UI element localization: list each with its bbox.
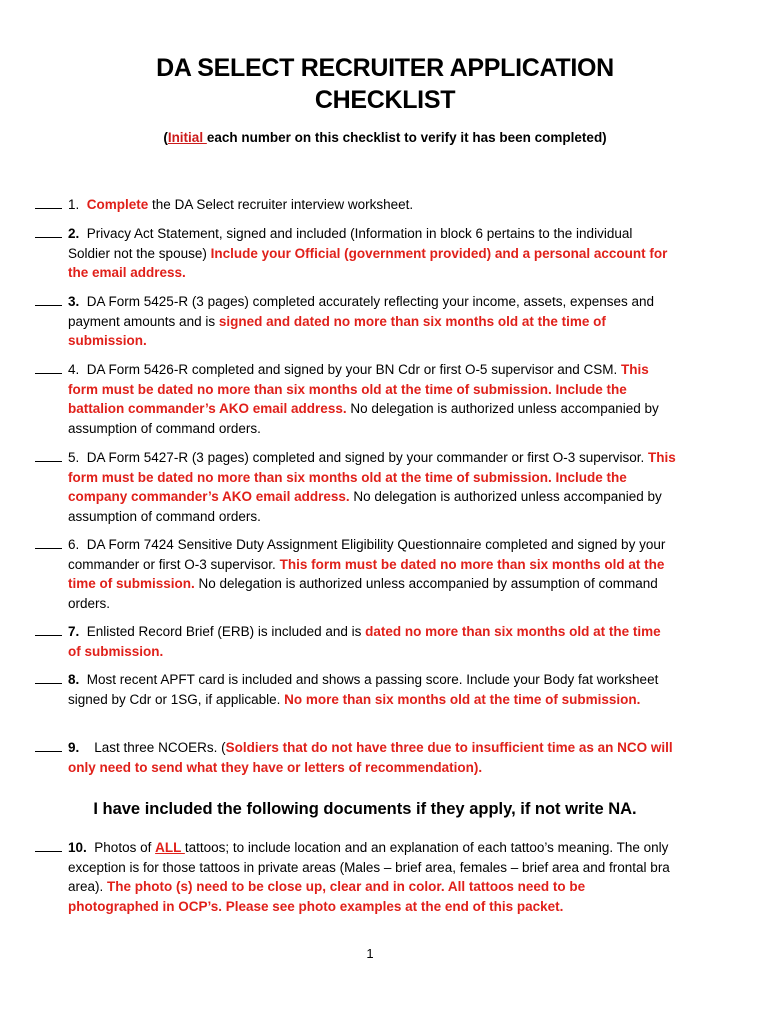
checklist-item-10	[68, 838, 676, 916]
item-number: 8.	[68, 672, 80, 687]
item-text-middle: tattoos; to include location and an explanation of each tattoo’s meaning. The only exception is for those tattoos in private areas (Males – brief area, females – brief area and frontal bra area).	[68, 840, 670, 894]
item-text-highlight: Soldiers that do not have three due to insufficient time as an NCO will only need to send what they have or letters of recommendation).	[68, 740, 673, 775]
item-number: 10.	[68, 840, 87, 855]
item-text-tail: No delegation is authorized unless accompanied by assumption of command orders.	[68, 489, 662, 524]
item-number: 1.	[68, 197, 80, 212]
checklist-item-7	[68, 622, 676, 661]
item-number: 2.	[68, 226, 80, 241]
item-text: Privacy Act Statement, signed and included (Information in block 6 pertains to the individual Soldier not the spouse)	[68, 226, 633, 261]
subtitle	[0, 129, 770, 147]
initial-blank[interactable]	[35, 851, 62, 852]
item-text: the DA Select recruiter interview worksheet.	[148, 197, 414, 212]
item-text: DA Form 5427-R (3 pages) completed and signed by your commander or first O-3 supervisor.	[86, 450, 649, 465]
checklist-item-9	[68, 738, 676, 777]
item-text-emphasis: ALL	[155, 840, 185, 855]
checklist-item-6	[68, 535, 676, 613]
item-text-highlight: Complete	[86, 197, 149, 212]
page-title	[0, 52, 770, 116]
item-text: Last three NCOERs. (	[94, 740, 226, 755]
initial-blank[interactable]	[35, 305, 62, 306]
item-text-highlight: No more than six months old at the time of submission.	[284, 691, 641, 707]
subtitle-initial-word: Initial	[167, 130, 207, 145]
page-number: 1	[366, 946, 374, 961]
initial-blank[interactable]	[35, 237, 62, 238]
item-number: 4.	[68, 362, 80, 377]
item-text-tail: No delegation is authorized unless accompanied by assumption of command orders.	[68, 576, 658, 611]
item-number: 6.	[68, 537, 80, 552]
checklist-item-4	[68, 360, 676, 438]
item-text: Photos of	[94, 840, 156, 855]
item-text-highlight: This form must be dated no more than six months old at the time of submission.	[68, 556, 665, 591]
item-text: Most recent APFT card is included and shows a passing score. Include your Body fat worksheet signed by Cdr or 1SG, if applicable.	[68, 672, 659, 707]
item-number: 7.	[68, 624, 80, 639]
initial-blank[interactable]	[35, 208, 62, 209]
initial-blank[interactable]	[35, 683, 62, 684]
item-text-highlight: This form must be dated no more than six months old at the time of submission. Include the battalion commander’s AKO email address.	[68, 362, 649, 416]
item-text-highlight: signed and dated no more than six months old at the time of submission.	[68, 313, 606, 348]
checklist-item-3	[68, 292, 676, 351]
checklist-item-5	[68, 448, 676, 526]
item-number: 5.	[68, 450, 80, 465]
section-heading: I have included the following documents if they apply, if not write NA.	[93, 800, 637, 818]
initial-blank[interactable]	[35, 373, 62, 374]
initial-blank[interactable]	[35, 461, 62, 462]
item-number: 3.	[68, 294, 80, 309]
checklist-item-2	[68, 224, 676, 283]
checklist-item-1	[68, 195, 676, 215]
item-text: DA Form 5426-R completed and signed by your BN Cdr or first O-5 supervisor and CSM.	[86, 362, 621, 377]
title-line-1: DA SELECT RECRUITER APPLICATION	[156, 54, 614, 82]
item-number: 9.	[68, 740, 80, 755]
initial-blank[interactable]	[35, 548, 62, 549]
item-text: DA Form 5425-R (3 pages) completed accurately reflecting your income, assets, expenses and payment amounts and is	[68, 294, 655, 329]
item-text: DA Form 7424 Sensitive Duty Assignment Eligibility Questionnaire completed and signed by your commander or first O-3 supervisor.	[68, 537, 666, 572]
checklist-item-8	[68, 670, 676, 709]
title-line-2: CHECKLIST	[314, 86, 456, 114]
item-text-highlight: dated no more than six months old at the time of submission.	[68, 624, 661, 659]
item-text-highlight: This form must be dated no more than six months old at the time of submission. Include the company commander’s AKO email address.	[68, 450, 676, 504]
initial-blank[interactable]	[35, 635, 62, 636]
item-text-highlight: Include your Official (government provided) and a personal account for the email address.	[68, 245, 668, 280]
item-text-highlight: The photo (s) need to be close up, clear and in color. All tattoos need to be photographed in OCP’s. Please see photo examples at the end of this packet.	[68, 879, 586, 914]
subtitle-open-paren: (	[163, 130, 168, 145]
initial-blank[interactable]	[35, 751, 62, 752]
item-text-tail: No delegation is authorized unless accompanied by assumption of command orders.	[68, 401, 659, 436]
item-text: Enlisted Record Brief (ERB) is included and is	[86, 624, 366, 639]
subtitle-rest: each number on this checklist to verify it has been completed)	[206, 130, 607, 145]
